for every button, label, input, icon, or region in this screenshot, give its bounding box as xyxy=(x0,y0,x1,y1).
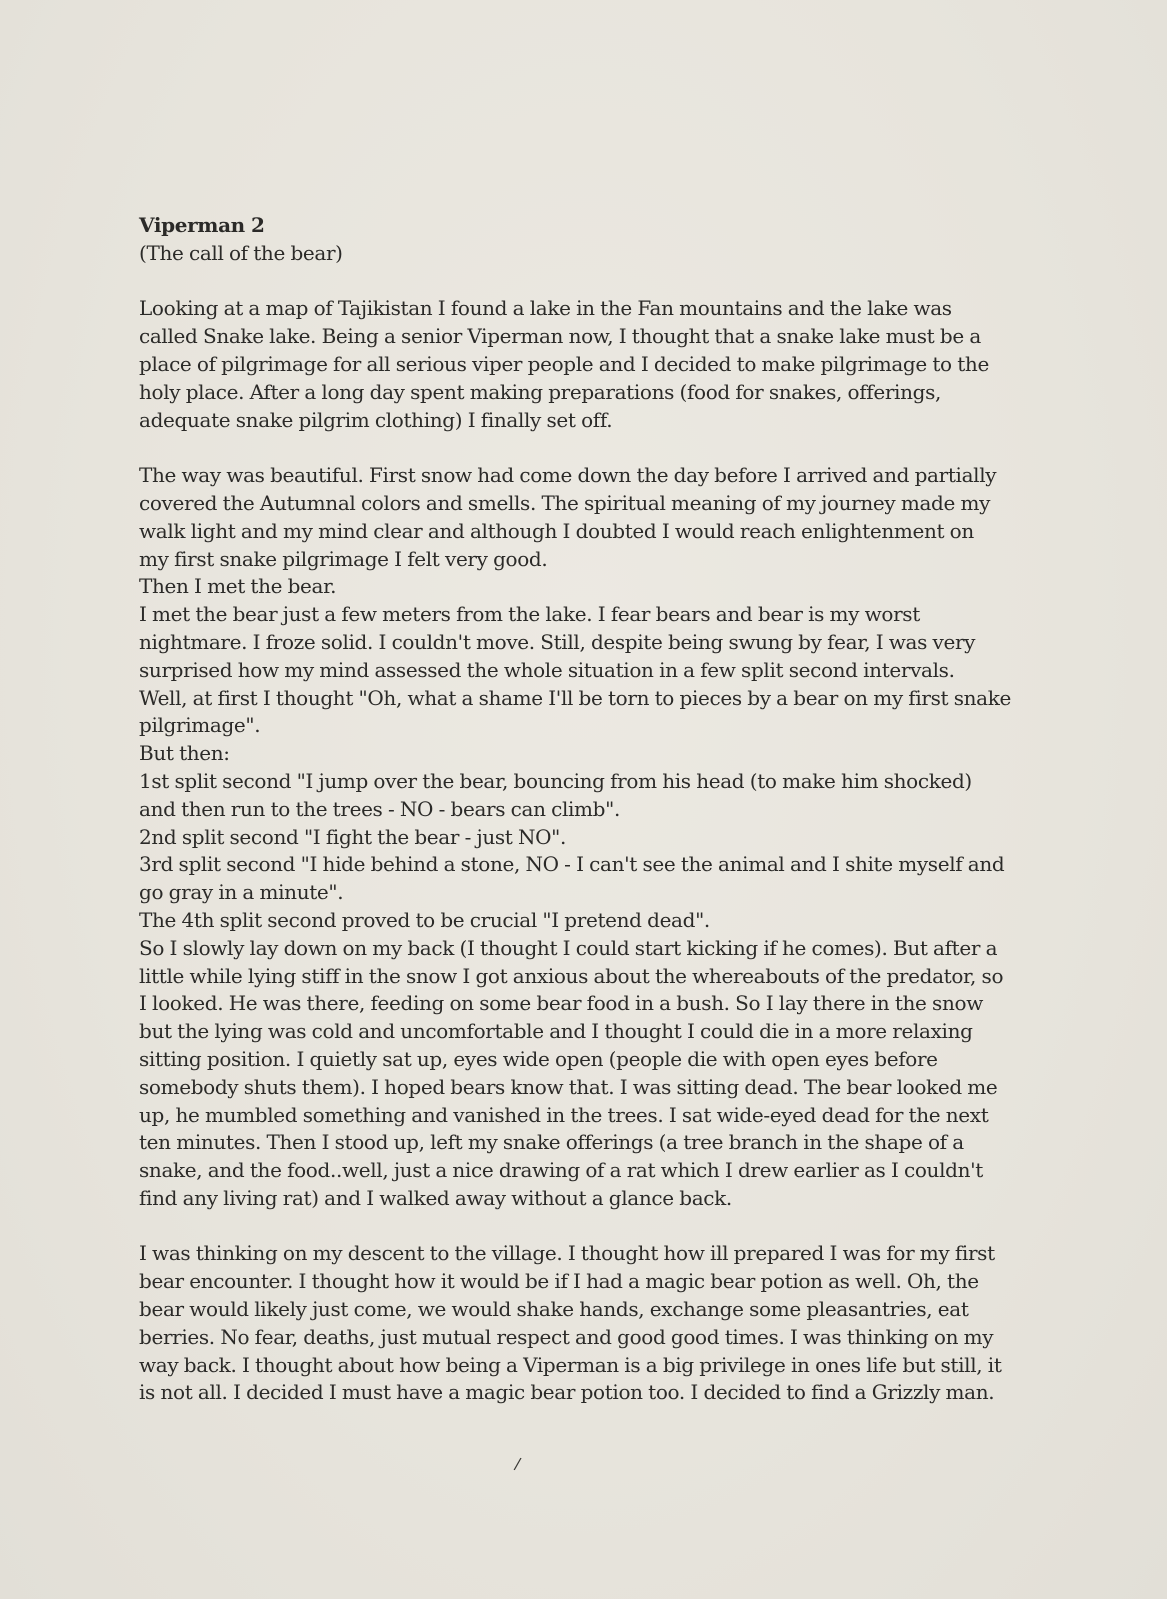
document-body xyxy=(139,212,1039,1435)
text-line: covered the Autumnal colors and smells. The spiritual meaning of my journey made my xyxy=(139,490,991,515)
text-line: Looking at a map of Tajikistan I found a lake in the Fan mountains and the lake was xyxy=(139,296,952,321)
text-line: snake, and the food..well, just a nice drawing of a rat which I drew earlier as I couldn't xyxy=(139,1158,983,1183)
text-line: but the lying was cold and uncomfortable and I thought I could die in a more relaxing xyxy=(139,1019,973,1044)
text-line: way back. I thought about how being a Viperman is a big privilege in ones life but still, it xyxy=(139,1352,1002,1377)
paragraph xyxy=(139,462,1039,1213)
text-line: bear encounter. I thought how it would be if I had a magic bear potion as well. Oh, the xyxy=(139,1269,979,1294)
text-line: little while lying stiff in the snow I got anxious about the whereabouts of the predator, so xyxy=(139,963,1004,988)
text-line: 1st split second "I jump over the bear, bouncing from his head (to make him shocked) xyxy=(139,768,972,793)
text-line: So I slowly lay down on my back (I thought I could start kicking if he comes). But after a xyxy=(139,935,998,960)
text-line: I looked. He was there, feeding on some bear food in a bush. So I lay there in the snow xyxy=(139,991,983,1016)
text-line: I was thinking on my descent to the village. I thought how ill prepared I was for my first xyxy=(139,1241,995,1266)
text-line: walk light and my mind clear and although I doubted I would reach enlightenment on xyxy=(139,518,974,543)
paragraph xyxy=(139,295,1039,434)
text-line: nightmare. I froze solid. I couldn't move. Still, despite being swung by fear, I was very xyxy=(139,629,976,654)
text-line: somebody shuts them). I hoped bears know that. I was sitting dead. The bear looked me xyxy=(139,1074,998,1099)
text-line: called Snake lake. Being a senior Viperman now, I thought that a snake lake must be a xyxy=(139,324,981,349)
document-subtitle: (The call of the bear) xyxy=(139,240,343,265)
text-line: Then I met the bear. xyxy=(139,574,337,599)
text-line: But then: xyxy=(139,741,230,766)
text-line: The 4th split second proved to be crucial "I pretend dead". xyxy=(139,907,710,932)
text-line: I met the bear just a few meters from the lake. I fear bears and bear is my worst xyxy=(139,602,920,627)
text-line: find any living rat) and I walked away without a glance back. xyxy=(139,1185,732,1210)
text-line: adequate snake pilgrim clothing) I finally set off. xyxy=(139,407,613,432)
text-line: holy place. After a long day spent making preparations (food for snakes, offerings, xyxy=(139,379,941,404)
text-line: 2nd split second "I fight the bear - just NO". xyxy=(139,824,567,849)
text-line: pilgrimage". xyxy=(139,713,261,738)
text-line: my first snake pilgrimage I felt very good. xyxy=(139,546,548,571)
text-line: up, he mumbled something and vanished in the trees. I sat wide-eyed dead for the next xyxy=(139,1102,989,1127)
document-title: Viperman 2 xyxy=(139,213,265,237)
text-line: berries. No fear, deaths, just mutual respect and good good times. I was thinking on my xyxy=(139,1324,994,1349)
text-line: Well, at first I thought "Oh, what a shame I'll be torn to pieces by a bear on my first snake xyxy=(139,685,1011,710)
text-line: and then run to the trees - NO - bears can climb". xyxy=(139,796,620,821)
text-line: place of pilgrimage for all serious viper people and I decided to make pilgrimage to the xyxy=(139,351,989,376)
text-line: surprised how my mind assessed the whole situation in a few split second intervals. xyxy=(139,657,955,682)
text-line: The way was beautiful. First snow had come down the day before I arrived and partially xyxy=(139,463,997,488)
text-line: 3rd split second "I hide behind a stone, NO - I can't see the animal and I shite myself and xyxy=(139,852,1005,877)
text-line: go gray in a minute". xyxy=(139,880,344,905)
paragraph xyxy=(139,1240,1039,1407)
text-line: bear would likely just come, we would shake hands, exchange some pleasantries, eat xyxy=(139,1297,969,1322)
text-line: sitting position. I quietly sat up, eyes wide open (people die with open eyes before xyxy=(139,1046,938,1071)
page-mark: / xyxy=(513,1453,523,1474)
paragraphs-container xyxy=(139,295,1039,1407)
text-line: is not all. I decided I must have a magic bear potion too. I decided to find a Grizzly man. xyxy=(139,1380,995,1405)
text-line: ten minutes. Then I stood up, left my snake offerings (a tree branch in the shape of a xyxy=(139,1130,964,1155)
